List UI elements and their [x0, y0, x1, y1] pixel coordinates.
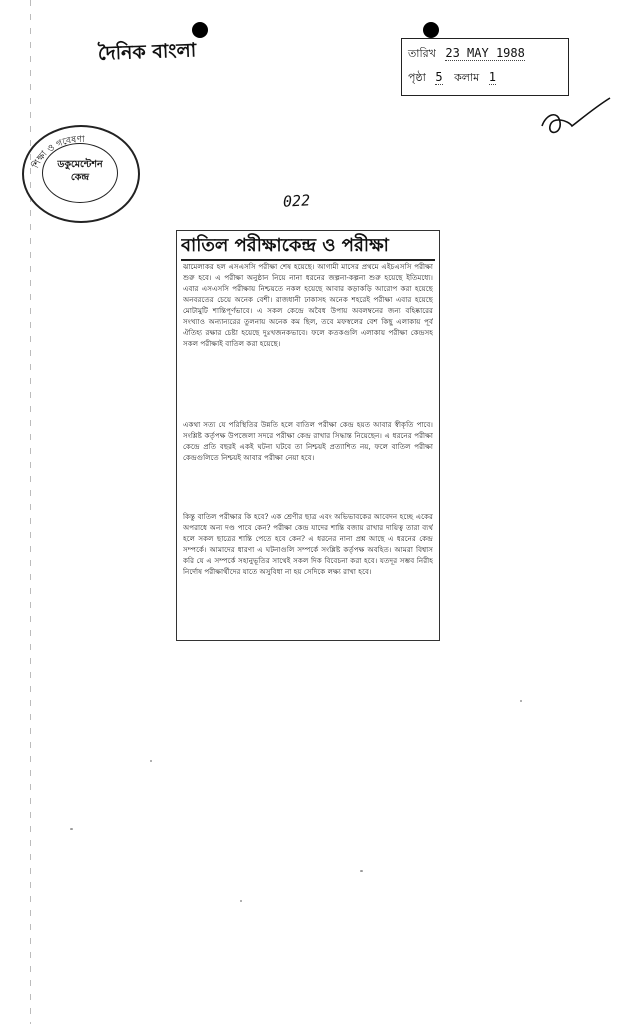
seal-inner-ring: [42, 143, 118, 203]
scan-speckle: [150, 760, 152, 762]
column-label: কলাম: [454, 71, 480, 84]
clipping-headline: বাতিল পরীক্ষাকেন্দ্র ও পরীক্ষা: [181, 233, 435, 261]
seal-outer-text: শিক্ষা ও গবেষণা: [31, 134, 85, 171]
clipping-paragraph-2: একথা সত্য যে পরিস্থিতির উন্নতি হলে বাতিল পরীক্ষা কেন্দ্র হয়ত আবার স্বীকৃতি পাবে। সংশ্লিষ্ট কর্তৃপক্ষ উপজেলা সদরে পরীক্ষা কেন্দ্র রাখার সিদ্ধান্ত নিয়েছেন। এ ধরনের পরীক্ষা কেন্দ্রে প্রতি বছরই একই ঘটনা ঘটবে তা নিশ্চয়ই প্রত্যাশিত নয়, ফলে বাতিল পরীক্ষা কেন্দ্রগুলিতে নিশ্চয়ই আবার পরীক্ষা নেয়া হবে।: [183, 420, 433, 462]
newspaper-name: দৈনিক বাংলা: [97, 39, 197, 65]
page-label: পৃষ্ঠা: [408, 71, 426, 84]
seal-center-line-1: ডকুমেন্টেশন: [57, 159, 103, 170]
date-value: 23 MAY 1988: [445, 46, 525, 60]
seal-center-line-2: কেন্দ্র: [70, 172, 90, 183]
handwritten-tick-mark: [538, 96, 612, 142]
scan-speckle: [360, 870, 363, 872]
clipping-paragraph-1: ঝামেলাকর হল এসএসসি পরীক্ষা শেষ হয়েছে। আগামী মাসের প্রথমে এইচএসসি পরীক্ষা শুরু হবে। এ পরীক্ষা অনুষ্ঠান নিয়ে নানা ধরনের জল্পনা-কল্পনা শুরু হয়েছে ইতিমধ্যে। এবার এসএসসি পরীক্ষায় নিশ্চয়তে নকল হয়েছে আবার কড়াকড়ি আরোপ করা হয়েছে অনবরতের চেয়ে অনেক বেশী। রাজধানী ঢাকাসহ অনেক শহরেই পরীক্ষা এবার হয়েছে মোটামুটি শান্তিপূর্ণভাবে। এ সকল কেন্দ্রে অবৈধ উপায় অবলম্বনের জন্য বহিষ্কারের সংখ্যাও অন্যান্যরের তুলনায় অনেক কম ছিল, তবে মফস্বলের বেশ কিছু এলাকায় পূর্ব ঐতিহ্য রক্ষার চেষ্টা হয়েছে দুঃখজনকভাবে। ফলে কতকগুলি এলাকায় পরীক্ষা কেন্দ্রসহ সকল পরীক্ষাই বাতিল করা হয়েছে।: [183, 262, 433, 348]
clipping-paragraph-3: কিন্তু বাতিল পরীক্ষার কি হবে? এক শ্রেণীর ছাত্র এবং অভিভাবকের আবেদন হচ্ছে একের অপরাধে অন্য দণ্ড পাবে কেন? পরীক্ষা কেন্দ্র যাদের শান্তি বজায় রাখার দায়িত্ব তারা ব্যর্থ হলে সকল ছাত্রের শান্তি পেতে হবে কেন? এ ধরনের নানা প্রশ্ন আছে এ ধরনের কেন্দ্র সম্পর্কে। আমাদের ধারণা এ ঘটনাগুলি সম্পর্কে সংশ্লিষ্ট কর্তৃপক্ষ অবহিত। আমরা বিশ্বাস করি যে এ সম্পর্কে সহানুভূতির সাথেই সকল দিক বিবেচনা করা হবে। যতদূর সম্ভব নিরীহ নির্দোষ পরীক্ষার্থীদের যাতে অসুবিধা না হয় সেদিকে লক্ষ্য রাখা হবে।: [183, 512, 433, 576]
date-label: তারিখ: [408, 47, 436, 60]
archive-code: 022: [282, 191, 311, 211]
page-value: 5: [435, 70, 443, 84]
column-value: 1: [488, 70, 496, 84]
newspaper-clipping: [176, 230, 440, 641]
scan-speckle: [70, 828, 73, 830]
scan-speckle: [240, 900, 242, 902]
date-stamp-box: [401, 38, 569, 96]
date-row: [408, 45, 525, 64]
page-column-row: [408, 69, 496, 88]
scan-speckle: [520, 700, 522, 702]
seal-center-text: [45, 158, 115, 184]
punch-hole-right: [423, 22, 439, 38]
clipping-body: [183, 261, 433, 635]
documentation-centre-seal: [22, 125, 140, 223]
